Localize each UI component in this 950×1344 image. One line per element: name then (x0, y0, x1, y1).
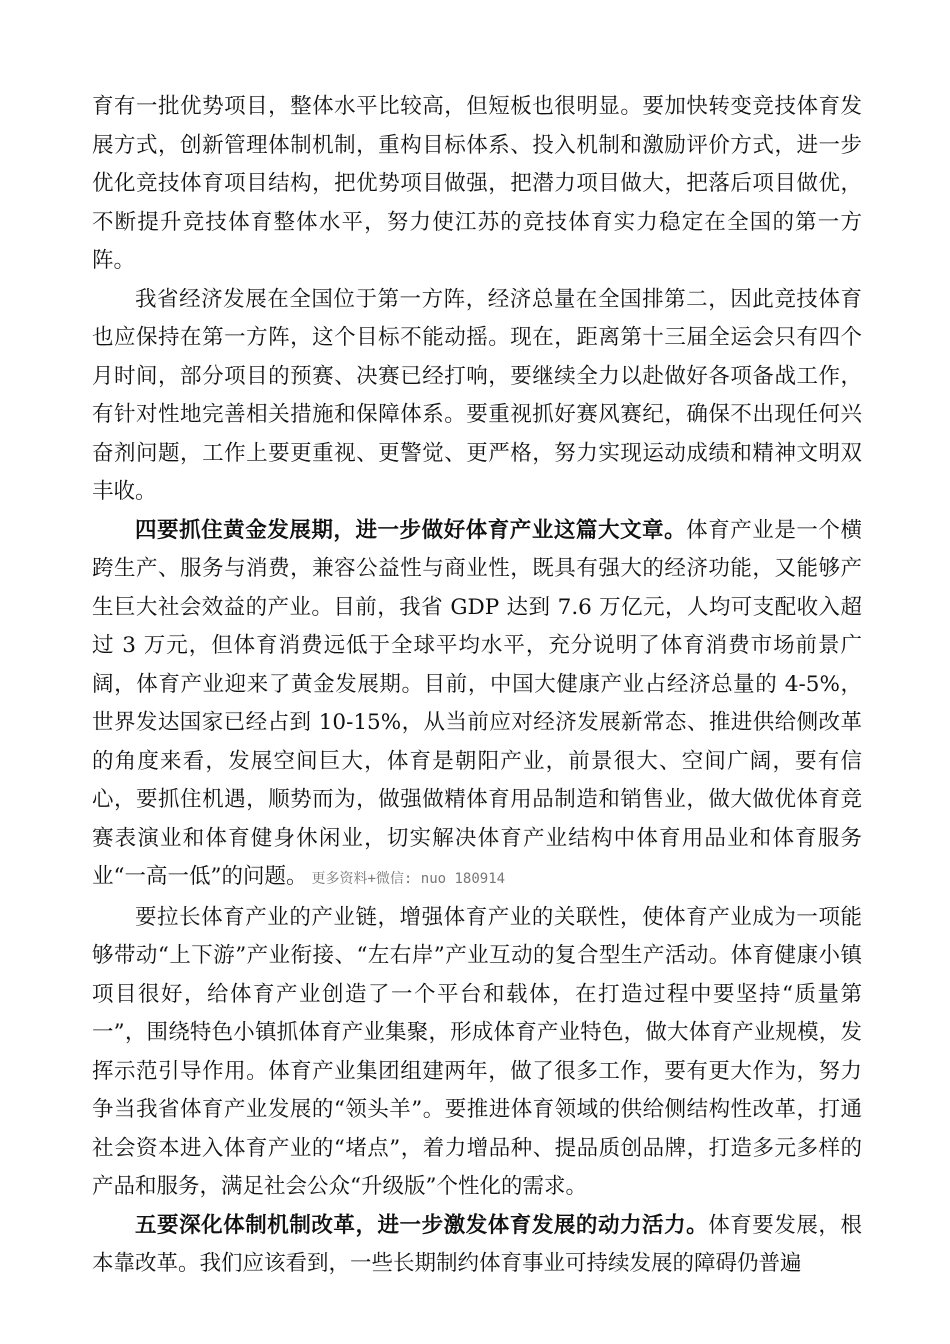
paragraph-3-text: 体育产业是一个横跨生产、服务与消费，兼容公益性与商业性，既具有强大的经济功能，又能够产生巨大社会效益的产业。目前，我省 GDP 达到 7.6 万亿元，人均可支配收入超过 3 万元，但体育消费远低于全球平均水平，充分说明了体育消费市场前景广阔，体育产业迎来了黄金发展期。目前，中国大健康产业占经济总量的 4-5%，世界发达国家已经占到 10-15%，从当前应对经济发展新常态、推进供给侧改革的角度来看，发展空间巨大，体育是朝阳产业，前景很大、空间广阔，要有信心，要抓住机遇，顺势而为，做强做精体育用品制造和销售业，做大做优体育竞赛表演业和体育健身休闲业，切实解决体育产业结构中体育用品业和体育服务业“一高一低”的问题。 (92, 517, 862, 889)
watermark-note: 更多资料+微信: nuo 180914 (311, 871, 506, 887)
paragraph-2-text: 我省经济发展在全国位于第一方阵，经济总量在全国排第二，因此竞技体育也应保持在第一方阵，这个目标不能动摇。现在，距离第十三届全运会只有四个月时间，部分项目的预赛、决赛已经打响，要继续全力以赴做好各项备战工作，有针对性地完善相关措施和保障体系。要重视抓好赛风赛纪，确保不出现任何兴奋剂问题，工作上要更重视、更警觉、更严格，努力实现运动成绩和精神文明双丰收。 (92, 286, 862, 504)
document-page (92, 88, 862, 1284)
paragraph-3-heading: 四要抓住黄金发展期，进一步做好体育产业这篇大文章。 (135, 517, 687, 543)
paragraph-1-text: 育有一批优势项目，整体水平比较高，但短板也很明显。要加快转变竞技体育发展方式，创新管理体制机制，重构目标体系、投入机制和激励评价方式，进一步优化竞技体育项目结构，把优势项目做强，把潜力项目做大，把落后项目做优，不断提升竞技体育整体水平，努力使江苏的竞技体育实力稳定在全国的第一方阵。 (92, 94, 862, 273)
paragraph-5-text: 体育要发展，根本靠改革。我们应该看到，一些长期制约体育事业可持续发展的障碍仍普遍 (92, 1212, 862, 1276)
paragraph-1 (92, 88, 862, 281)
paragraph-5 (92, 1207, 862, 1284)
paragraph-5-heading: 五要深化体制机制改革，进一步激发体育发展的动力活力。 (135, 1212, 709, 1238)
paragraph-2 (92, 281, 862, 512)
paragraph-4 (92, 899, 862, 1207)
paragraph-3 (92, 512, 862, 899)
paragraph-4-text: 要拉长体育产业的产业链，增强体育产业的关联性，使体育产业成为一项能够带动“上下游”产业衔接、“左右岸”产业互动的复合型生产活动。体育健康小镇项目很好，给体育产业创造了一个平台和载体，在打造过程中要坚持“质量第一”，围绕特色小镇抓体育产业集聚，形成体育产业特色，做大体育产业规模，发挥示范引导作用。体育产业集团组建两年，做了很多工作，要有更大作为，努力争当我省体育产业发展的“领头羊”。要推进体育领域的供给侧结构性改革，打通社会资本进入体育产业的“堵点”，着力增品种、提品质创品牌，打造多元多样的产品和服务，满足社会公众“升级版”个性化的需求。 (92, 904, 862, 1199)
